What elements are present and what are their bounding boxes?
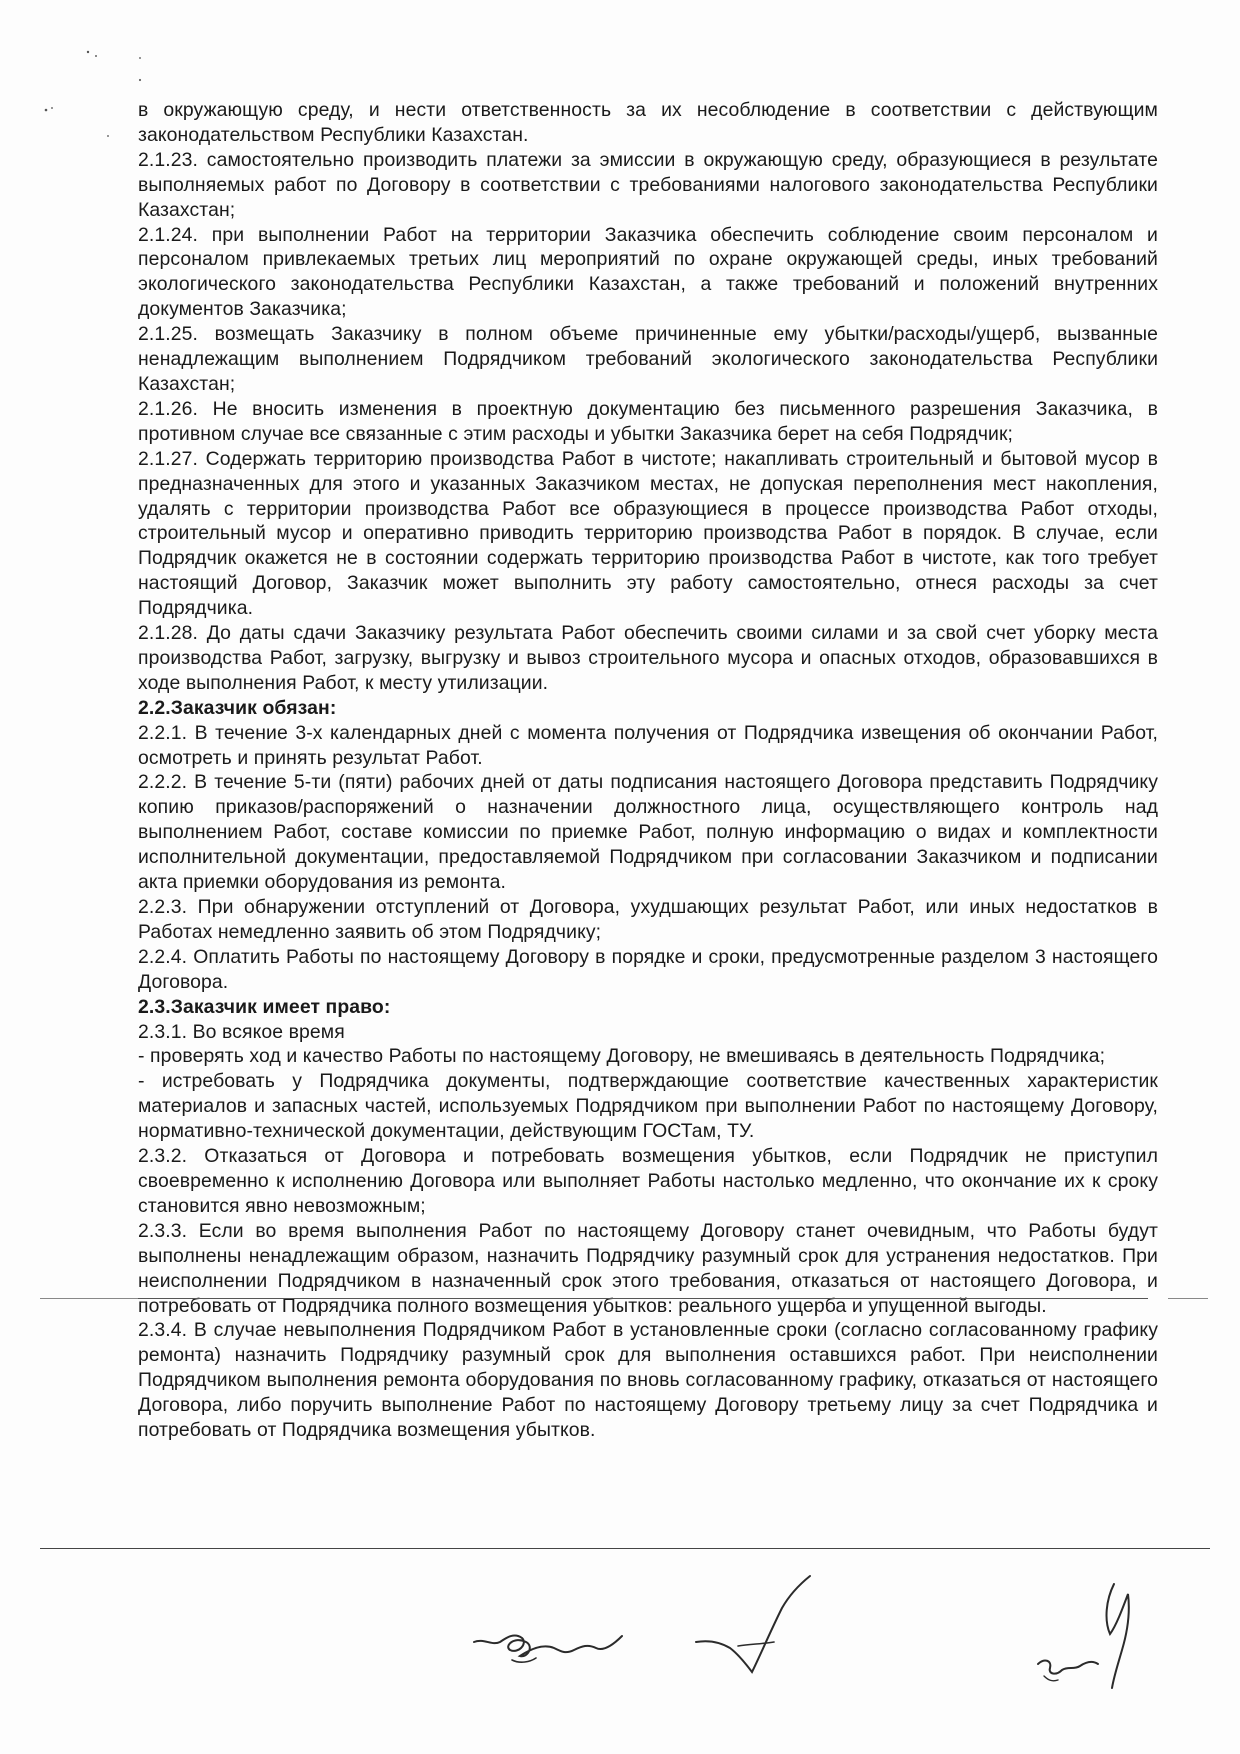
clause-2-3-4: 2.3.4. В случае невыполнения Подрядчиком Работ в установленные сроки (согласно согласованному графику ремонта) назначить Подрядчику разумный срок для выполнения оставшихся работ. При неисполнении Подрядчиком выполнения ремонта оборудования по вновь согласованному графику, отказаться от настоящего Договора, либо поручить выполнение Работ по настоящему Договору третьему лицу за счет Подрядчика и потребовать от Подрядчика возмещения убытков.: [138, 1319, 1158, 1442]
clause-2-1-28: 2.1.28. До даты сдачи Заказчику результата Работ обеспечить своими силами и за свой счет уборку места производства Работ, загрузку, выгрузку и вывоз строительного мусора и опасных отходов, образовавшихся в ходе выполнения Работ, к месту утилизации.: [138, 622, 1158, 694]
scan-line-left: [40, 1298, 140, 1299]
paragraph-continuation: в окружающую среду, и нести ответственность за их несоблюдение в соответствии с действующим законодательством Республики Казахстан.: [138, 99, 1158, 146]
signature-2: [690, 1572, 820, 1682]
clause-2-3-1-item-b: - истребовать у Подрядчика документы, подтверждающие соответствие качественных характеристик материалов и запасных частей, используемых Подрядчиком при выполнении Работ по настоящему Договору, нормативно-технической документации, действующим ГОСТам, ТУ.: [138, 1070, 1158, 1143]
clause-2-3-3: 2.3.3. Если во время выполнения Работ по настоящему Договору станет очевидным, что Работы будут выполнены ненадлежащим образом, назначить Подрядчику разумный срок для устранения недостатков. При неисполнении Подрядчиком в назначенный срок этого требования, отказаться от настоящего Договора, и потребовать от Подрядчика полного возмещения убытков: реального ущерба и упущенной выгоды.: [138, 1219, 1158, 1317]
section-heading-2-2: 2.2.Заказчик обязан:: [138, 696, 337, 719]
clause-2-1-24: 2.1.24. при выполнении Работ на территории Заказчика обеспечить соблюдение своим персоналом и персоналом привлекаемых третьих лиц мероприятий по охране окружающей среды, иных требований экологического законодательства Республики Казахстан, а также требований и положений внутренних документов Заказчика;: [138, 223, 1158, 321]
clause-2-1-23: 2.1.23. самостоятельно производить платежи за эмиссии в окружающую среду, образующиеся в результате выполняемых работ по Договору в соответствии с требованиями налогового законодательства Республики Казахстан;: [138, 148, 1158, 221]
section-heading-2-3: 2.3.Заказчик имеет право:: [138, 995, 391, 1018]
footer-rule: [40, 1548, 1210, 1549]
scan-line-main: [138, 1298, 1148, 1299]
document-body: [138, 98, 1158, 1443]
clause-2-3-2: 2.3.2. Отказаться от Договора и потребовать возмещения убытков, если Подрядчик не приступил своевременно к исполнению Договора или выполняет Работы настолько медленно, что окончание их к сроку становится явно невозможным;: [138, 1145, 1158, 1217]
clause-2-1-26: 2.1.26. Не вносить изменения в проектную документацию без письменного разрешения Заказчика, в противном случае все связанные с этим расходы и убытки Заказчика берет на себя Подрядчик;: [138, 397, 1158, 445]
clause-2-2-2: 2.2.2. В течение 5-ти (пяти) рабочих дней от даты подписания настоящего Договора представить Подрядчику копию приказов/распоряжений о назначении должностного лица, осуществляющего контроль над выполнением Работ, составе комиссии по приемке Работ, полную информацию о видах и комплектности исполнительной документации, предоставляемой Подрядчиком при согласовании Заказчиком и подписании акта приемки оборудования из ремонта.: [138, 771, 1158, 894]
clause-2-1-27: 2.1.27. Содержать территорию производства Работ в чистоте; накапливать строительный и бытовой мусор в предназначенных для этого и указанных Заказчиком местах, не допуская переполнения мест накопления, удалять с территории производства Работ все образующиеся в процессе производства Работ отходы, строительный мусор и оперативно приводить территорию производства Работ в порядок. В случае, если Подрядчик окажется не в состоянии содержать территорию производства Работ в чистоте, как того требует настоящий Договор, Заказчик может выполнить эту работу самостоятельно, отнеся расходы за счет Подрядчика.: [138, 447, 1158, 620]
signature-1: [470, 1608, 650, 1678]
clause-2-1-25: 2.1.25. возмещать Заказчику в полном объеме причиненные ему убытки/расходы/ущерб, вызванные ненадлежащим выполнением Подрядчиком требований экологического законодательства Республики Казахстан;: [138, 323, 1158, 395]
scan-line-right: [1168, 1298, 1208, 1299]
clause-2-2-3: 2.2.3. При обнаружении отступлений от Договора, ухудшающих результат Работ, или иных недостатков в Работах немедленно заявить об этом Подрядчику;: [138, 896, 1158, 943]
clause-2-3-1: 2.3.1. Во всякое время: [138, 1020, 345, 1043]
clause-2-3-1-item-a: - проверять ход и качество Работы по настоящему Договору, не вмешиваясь в деятельность Подрядчика;: [138, 1045, 1106, 1068]
clause-2-2-1: 2.2.1. В течение 3-х календарных дней с момента получения от Подрядчика извещения об окончании Работ, осмотреть и принять результат Работ.: [138, 721, 1158, 769]
signature-3: [1030, 1580, 1160, 1700]
clause-2-2-4: 2.2.4. Оплатить Работы по настоящему Договору в порядке и сроки, предусмотренные разделом 3 настоящего Договора.: [138, 945, 1158, 993]
